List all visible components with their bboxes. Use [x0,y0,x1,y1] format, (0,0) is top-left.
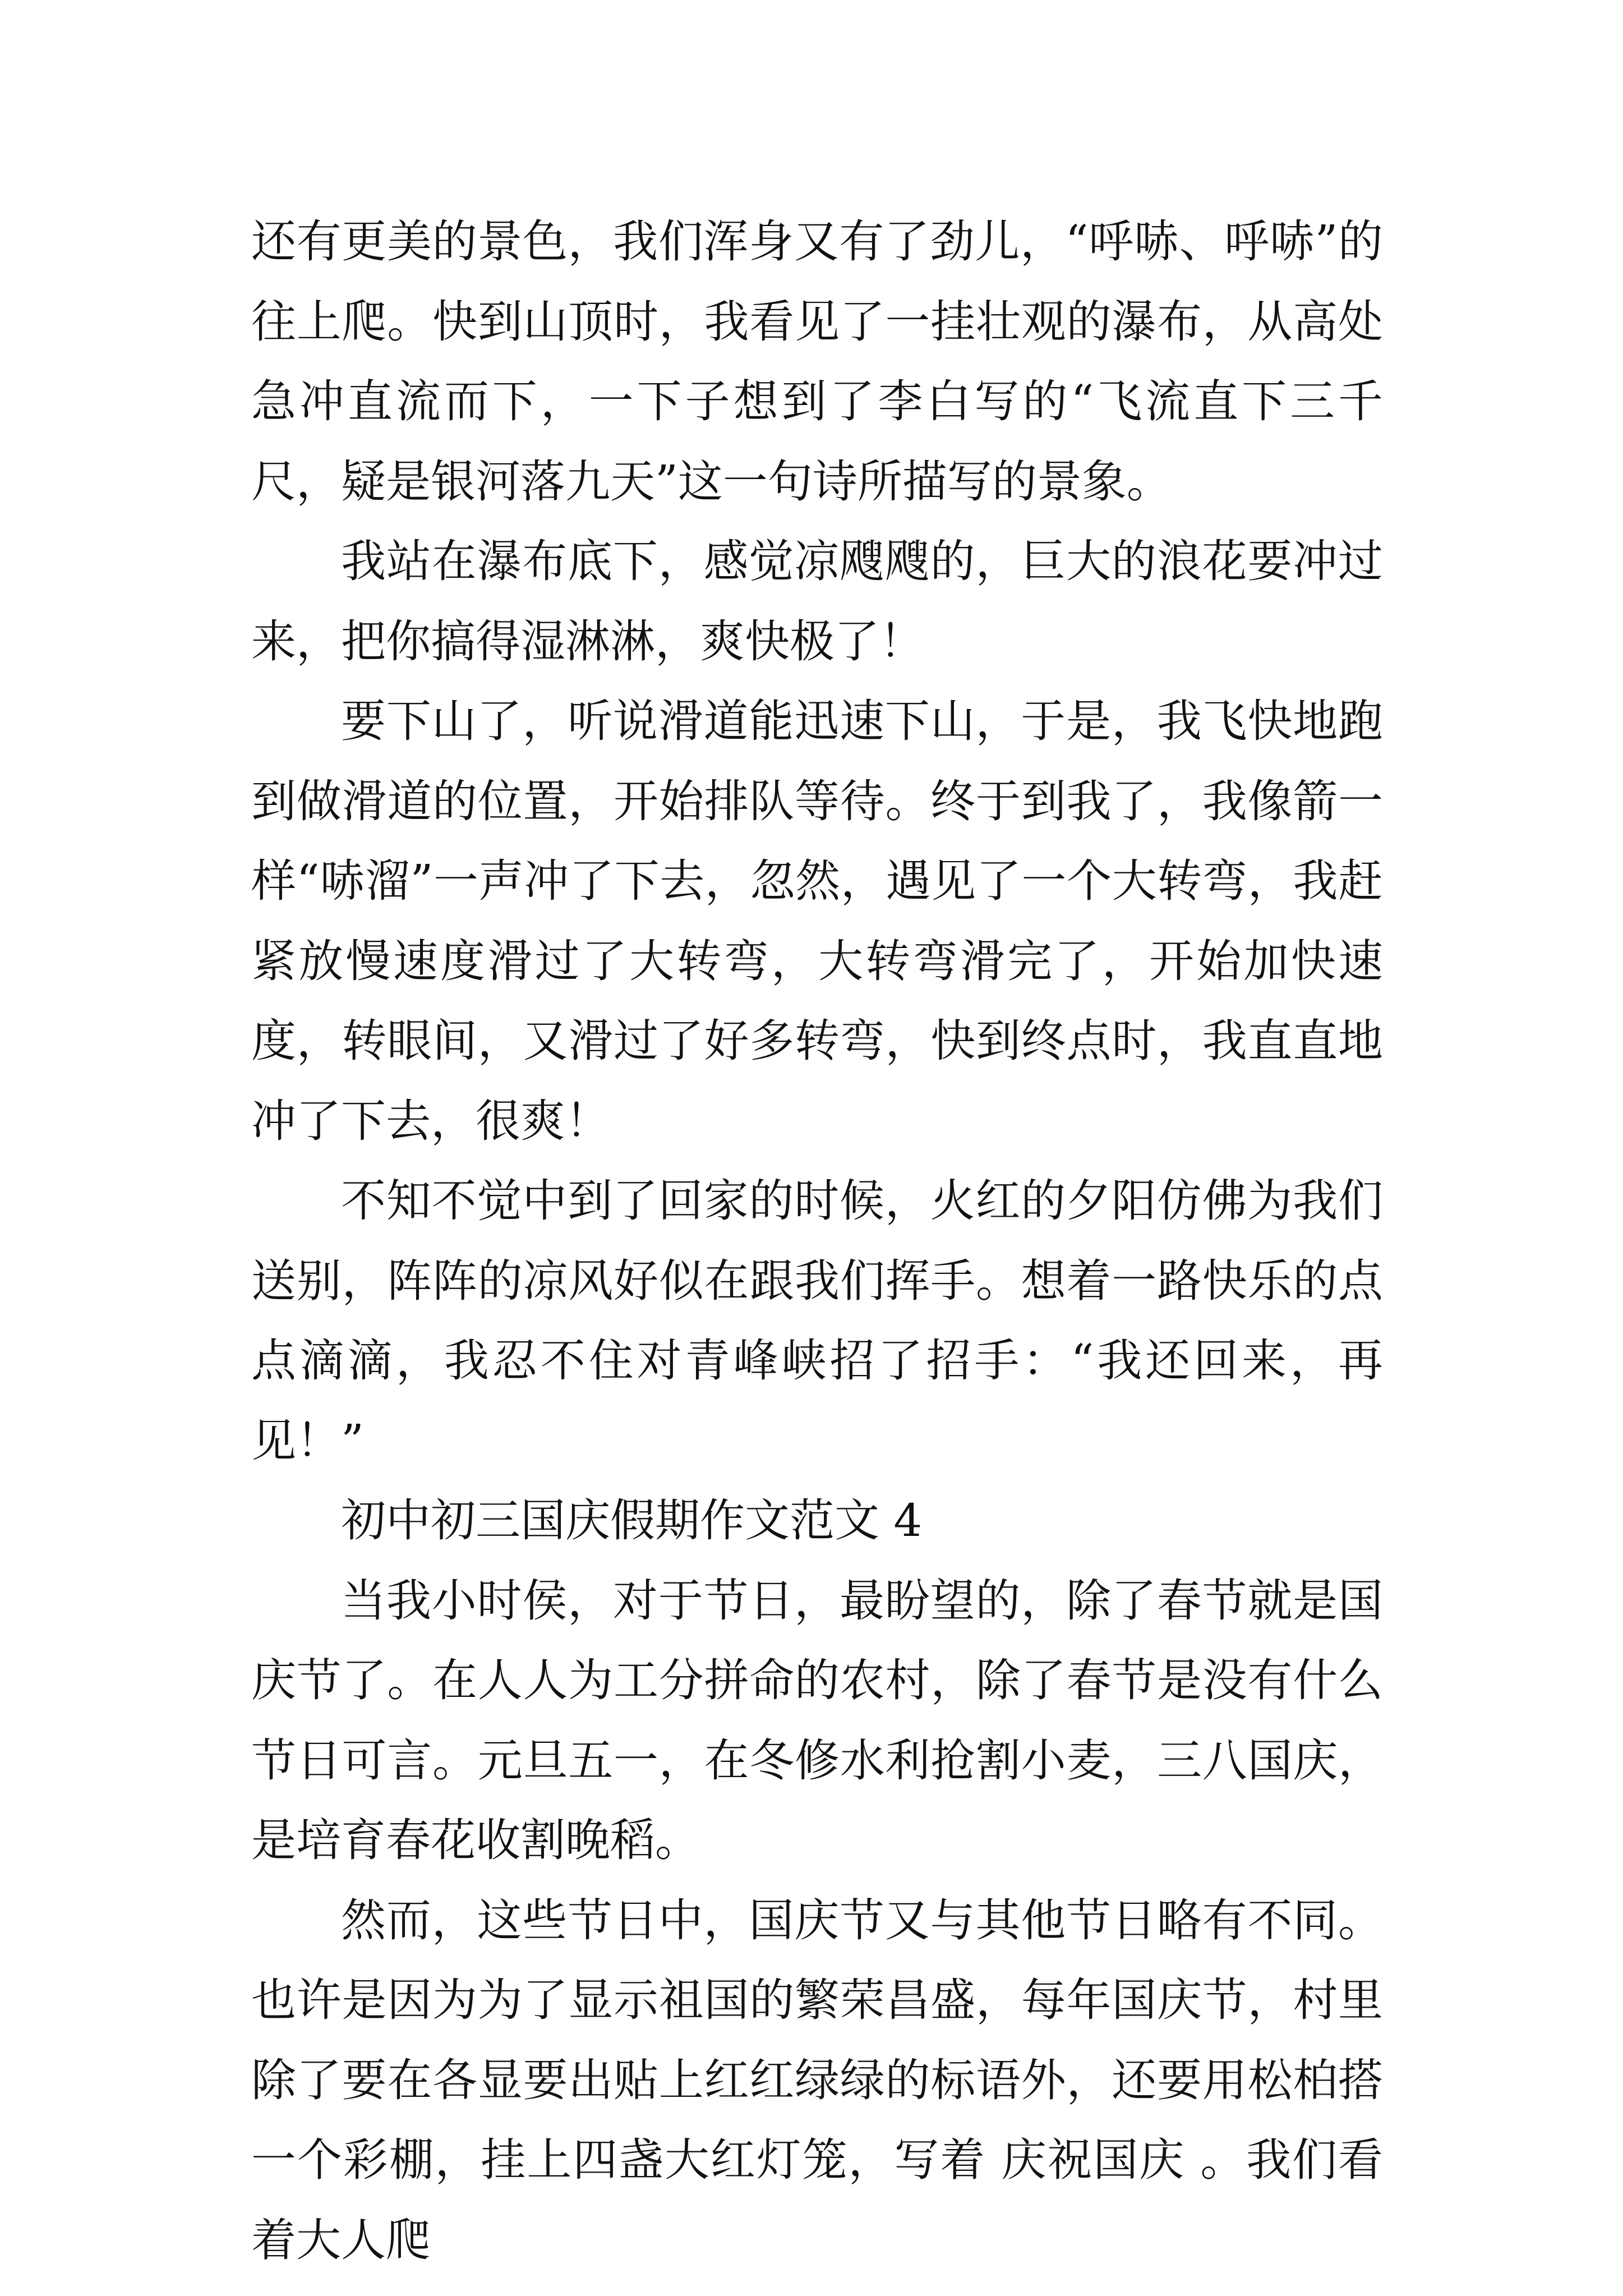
paragraph-childhood: 当我小时侯，对于节日，最盼望的，除了春节就是国庆节了。在人人为工分拼命的农村，除了春节是没有什么节日可言。元旦五一，在冬修水利抢割小麦，三八国庆，是培育春花收割晚稻。 [251,1574,1383,1866]
paragraph-slide: 要下山了，听说滑道能迅速下山，于是，我飞快地跑到做滑道的位置，开始排队等待。终于到我了，我像箭一样“哧溜”一声冲了下去，忽然，遇见了一个大转弯，我赶紧放慢速度滑过了大转弯，大转弯滑完了，开始加快速度，转眼间，又滑过了好多转弯，快到终点时，我直直地冲了下去，很爽！ [251,695,1383,1147]
paragraph-national-day: 然而，这些节日中，国庆节又与其他节日略有不同。也许是因为为了显示祖国的繁荣昌盛，每年国庆节，村里除了要在各显要出贴上红红绿绿的标语外，还要用松柏搭一个彩棚，挂上四盏大红灯笼，写着 庆祝国庆 。我们看着大人爬 [251,1894,1383,2266]
paragraph-continued: 还有更美的景色，我们浑身又有了劲儿，“呼哧、呼哧”的往上爬。快到山顶时，我看见了一挂壮观的瀑布，从高处急冲直流而下，一下子想到了李白写的“飞流直下三千尺，疑是银河落九天”这一句诗所描写的景象。 [251,215,1383,508]
essay-heading: 初中初三国庆假期作文范文 4 [341,1494,923,1547]
document-body [251,202,1383,2280]
paragraph-going-home: 不知不觉中到了回家的时候，火红的夕阳仿佛为我们送别，阵阵的凉风好似在跟我们挥手。想着一路快乐的点点滴滴，我忍不住对青峰峡招了招手：“我还回来，再见！” [251,1175,1383,1467]
paragraph-waterfall: 我站在瀑布底下，感觉凉飕飕的，巨大的浪花要冲过来，把你搞得湿淋淋，爽快极了！ [251,535,1383,668]
